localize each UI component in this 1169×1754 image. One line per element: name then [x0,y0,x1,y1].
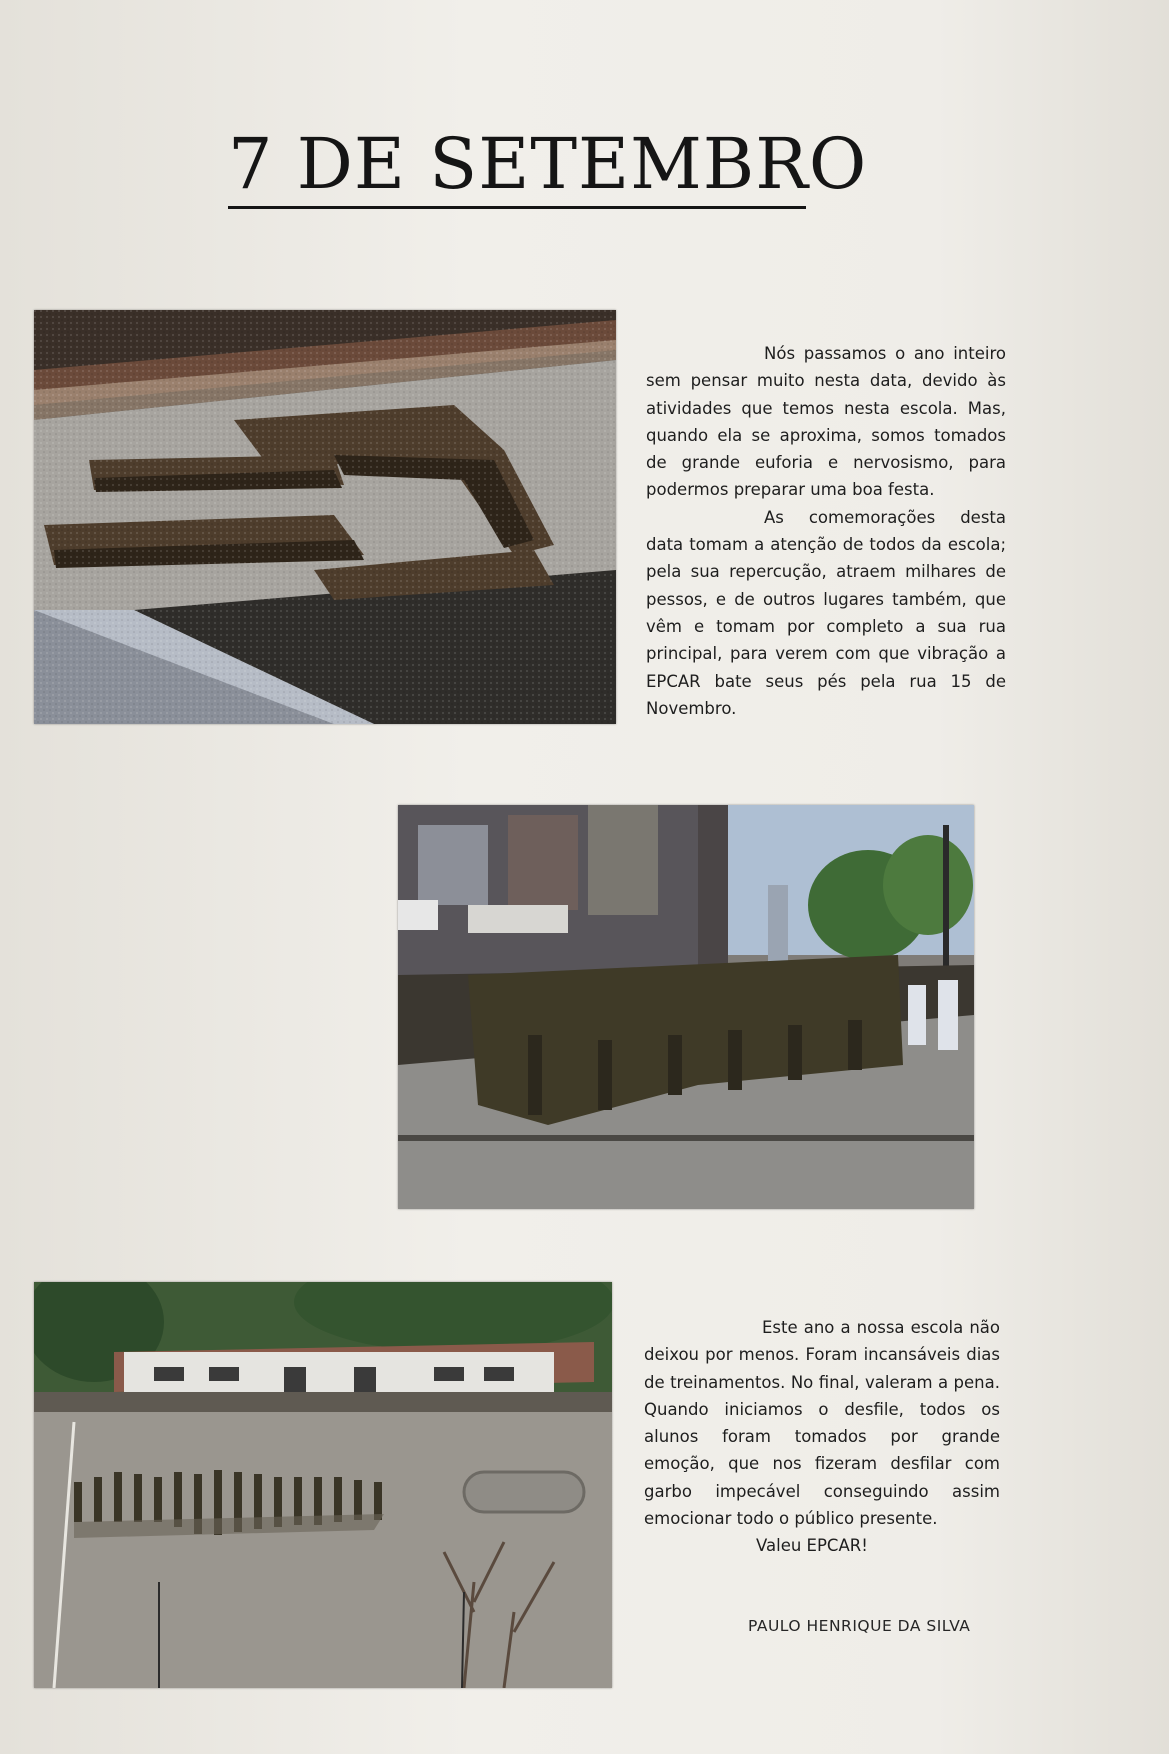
author-name: PAULO HENRIQUE DA SILVA [748,1617,971,1635]
article-closing [644,1314,1000,1560]
paragraph-3: Este ano a nossa escola não deixou por menos. Foram incansáveis dias de treinamentos. No final, valeram a pena. Quando iniciamos o desfile, todos os alunos foram tomados por grande emoção, que nos fizeram desfilar com garbo impecável conseguindo assim emocionar todo o público presente. [644,1318,1000,1529]
page-title: 7 DE SETEMBRO [228,128,806,209]
formation-courtyard-photo [34,1282,612,1688]
paragraph-1: Nós passamos o ano inteiro sem pensar muito nesta data, devido às atividades que temos nesta escola. Mas, quando ela se aproxima, somos tomados de grande euforia e nervosismo, para podermos preparar uma boa festa. [646,344,1006,500]
street-march-photo [398,805,974,1209]
paragraph-2: As comemorações desta data tomam a atenção de todos da escola; pela sua repercução, atraem milhares de pessos, e de outros lugares também, que vêm e tomam por completo a sua rua principal, para verem com que vibração a EPCAR bate seus pés pela rua 15 de Novembro. [646,507,1006,718]
parade-aerial-photo [34,310,616,724]
article-intro [646,340,1006,722]
signoff: Valeu EPCAR! [756,1536,868,1556]
